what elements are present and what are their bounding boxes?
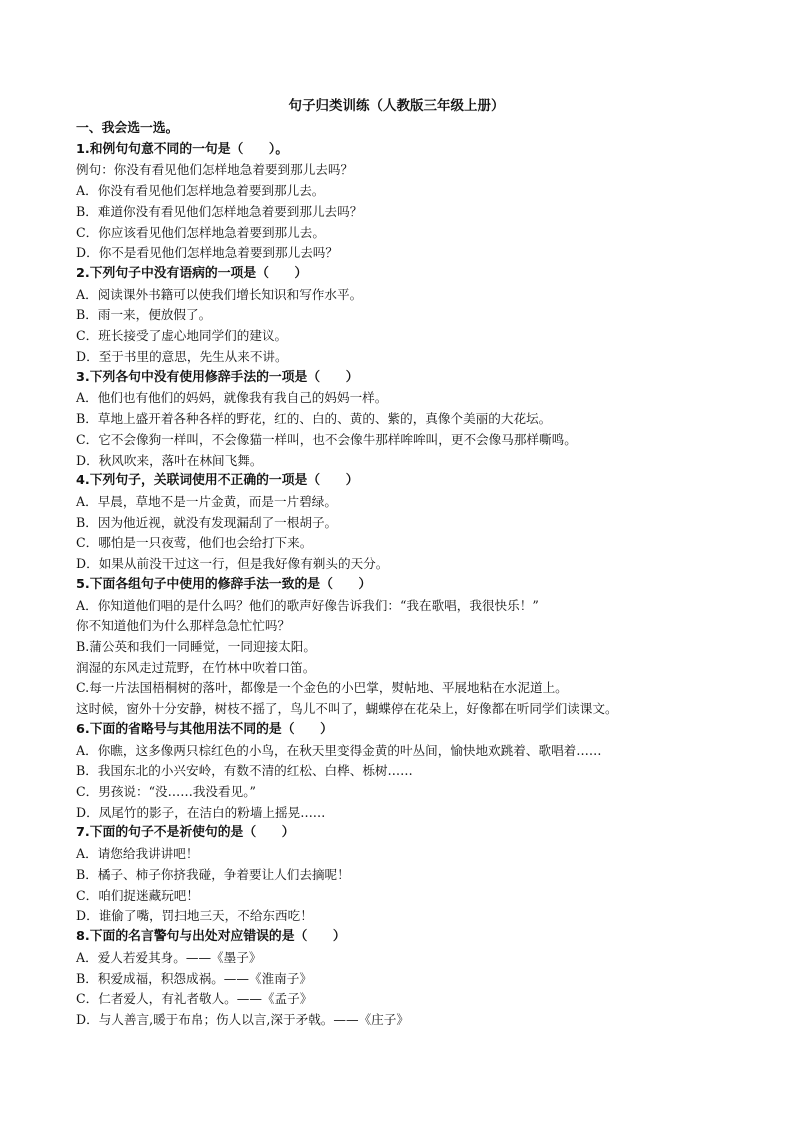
text-line: C．它不会像狗一样叫，不会像猫一样叫，也不会像牛那样哞哞叫，更不会像马那样嘶鸣。 bbox=[76, 431, 577, 447]
text-line: D．如果从前没干过这一行，但是我好像有剃头的天分。 bbox=[76, 556, 389, 572]
text-line: A．阅读课外书籍可以使我们增长知识和写作水平。 bbox=[76, 286, 363, 302]
text-line: C.每一片法国梧桐树的落叶，都像是一个金色的小巴掌，熨帖地、平展地粘在水泥道上。 bbox=[76, 680, 568, 696]
text-line: D．你不是看见他们怎样地急着要到那儿去吗？ bbox=[76, 245, 338, 261]
text-line: B．草地上盛开着各种各样的野花，红的、白的、黄的、紫的，真像个美丽的大花坛。 bbox=[76, 411, 552, 427]
text-line: C．班长接受了虚心地同学们的建议。 bbox=[76, 328, 288, 344]
text-line: 这时候，窗外十分安静，树枝不摇了，鸟儿不叫了，蝴蝶停在花朵上，好像都在听同学们读课文。 bbox=[76, 701, 618, 717]
question-heading: 一、我会选一选。 bbox=[76, 121, 179, 136]
text-line: A．你没有看见他们怎样地急着要到那儿去。 bbox=[76, 183, 325, 199]
text-line: C．哪怕是一只夜莺，他们也会给打下来。 bbox=[76, 535, 313, 551]
text-line: C．仁者爱人，有礼者敬人。——《孟子》 bbox=[76, 991, 313, 1007]
text-line: D．谁偷了嘴，罚扫地三天，不给东西吃！ bbox=[76, 908, 313, 924]
text-line: B.蒲公英和我们一同睡觉，一同迎接太阳。 bbox=[76, 639, 316, 654]
text-line: B．因为他近视，就没有发现漏刮了一根胡子。 bbox=[76, 514, 338, 530]
text-line: 润湿的东风走过荒野，在竹林中吹着口笛。 bbox=[76, 659, 316, 675]
text-line: 你不知道他们为什么那样急急忙忙吗？ bbox=[76, 618, 291, 634]
text-line: A．早晨，草地不是一片金黄，而是一片碧绿。 bbox=[76, 493, 337, 509]
text-line: B．积爱成福，积怨成祸。——《淮南子》 bbox=[76, 970, 312, 986]
text-line: B．雨一来，便放假了。 bbox=[76, 307, 212, 323]
text-line: C．你应该看见他们怎样地急着要到那儿去。 bbox=[76, 224, 325, 240]
question-heading: 7.下面的句子不是祈使句的是（ ） bbox=[76, 825, 295, 841]
text-line: C．咱们捉迷藏玩吧！ bbox=[76, 887, 199, 903]
text-line: D．至于书里的意思，先生从来不讲。 bbox=[76, 348, 288, 364]
text-line: A．爱人若爱其身。——《墨子》 bbox=[76, 949, 262, 965]
text-line: A．你知道他们唱的是什么吗？他们的歌声好像告诉我们：“我在歌唱，我很快乐！” bbox=[76, 597, 539, 613]
text-line: D．凤尾竹的影子，在洁白的粉墙上摇晃…… bbox=[76, 804, 326, 820]
text-line: C．男孩说：“没……我没看见。” bbox=[76, 784, 256, 800]
question-heading: 4.下列句子，关联词使用不正确的一项是（ ） bbox=[76, 473, 359, 489]
text-line: D．与人善言,暖于布帛；伤人以言,深于矛戟。——《庄子》 bbox=[76, 1011, 409, 1027]
text-line: B．橘子、柿子你挤我碰，争着要让人们去摘呢！ bbox=[76, 866, 350, 882]
question-heading: 3.下列各句中没有使用修辞手法的一项是（ ） bbox=[76, 369, 359, 385]
text-line: B．难道你没有看见他们怎样地急着要到那儿去吗？ bbox=[76, 203, 363, 219]
text-line: D．秋风吹来，落叶在林间飞舞。 bbox=[76, 452, 263, 468]
question-heading: 5.下面各组句子中使用的修辞手法一致的是（ ） bbox=[76, 576, 372, 592]
text-line: A．请您给我讲讲吧！ bbox=[76, 846, 199, 862]
question-heading: 6.下面的省略号与其他用法不同的是（ ） bbox=[76, 721, 333, 737]
text-line: A．他们也有他们的妈妈，就像我有我自己的妈妈一样。 bbox=[76, 390, 388, 406]
question-heading: 8.下面的名言警句与出处对应错误的是（ ） bbox=[76, 929, 346, 945]
text-line: A．你瞧，这多像两只棕红色的小鸟，在秋天里变得金黄的叶丛间，愉快地欢跳着、歌唱着…… bbox=[76, 742, 602, 758]
question-heading: 2.下列句子中没有语病的一项是（ ） bbox=[76, 266, 308, 282]
question-heading: 1.和例句句意不同的一句是（ ）。 bbox=[76, 141, 289, 157]
document-title: 句子归类训练（人教版三年级上册） bbox=[288, 98, 505, 114]
text-line: 例句：你没有看见他们怎样地急着要到那儿去吗？ bbox=[76, 162, 354, 178]
text-line: B．我国东北的小兴安岭，有数不清的红松、白桦、栎树…… bbox=[76, 763, 413, 779]
